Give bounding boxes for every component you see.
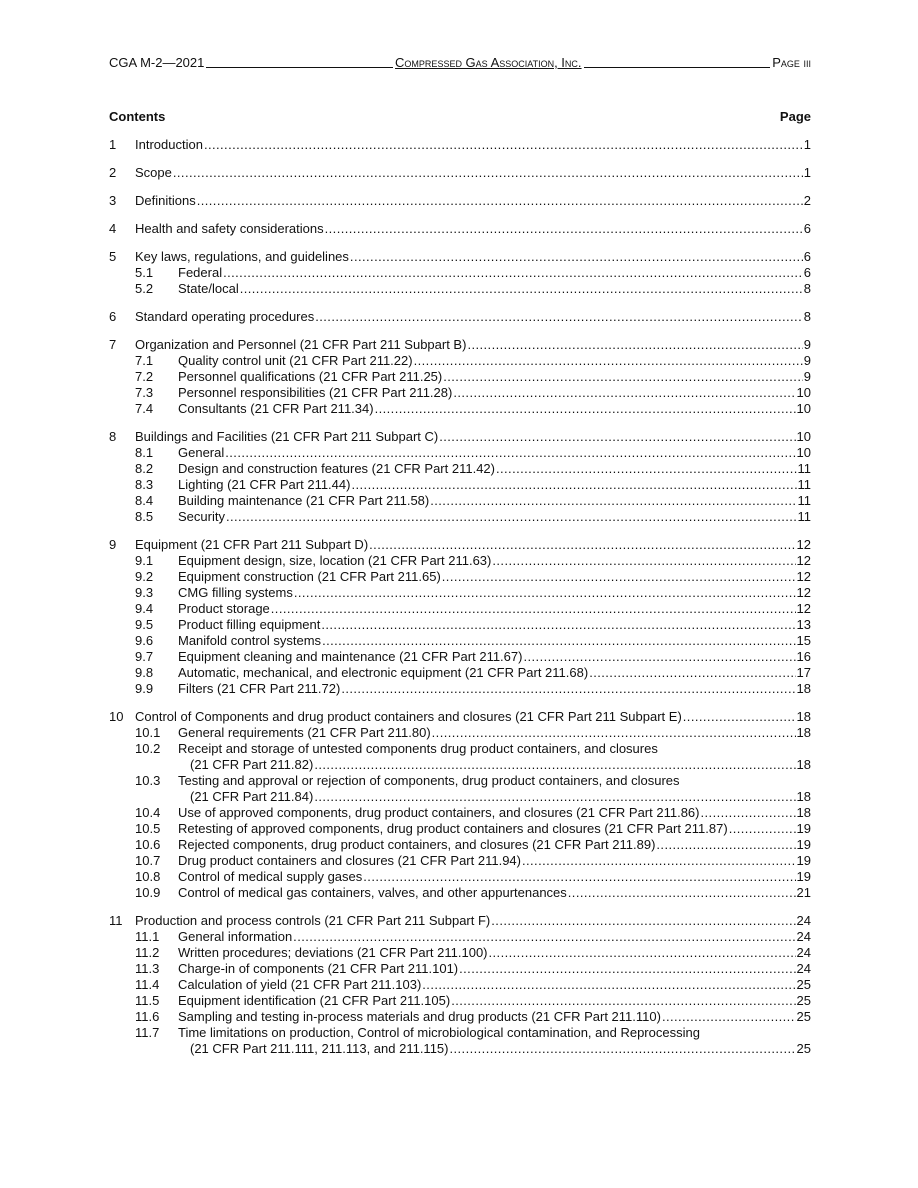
toc-subentry-link[interactable] (109, 665, 811, 681)
toc-entry-link[interactable] (109, 221, 811, 237)
toc-subentry-link[interactable] (109, 493, 811, 509)
subsection-title: Filters (21 CFR Part 211.72) (178, 681, 341, 696)
subsection-number: 11.3 (135, 961, 160, 976)
subsection-page: 13 (796, 617, 811, 632)
subsection-title: General requirements (21 CFR Part 211.80) (178, 725, 431, 740)
subsection-number: 8.2 (135, 461, 154, 476)
dot-leader (293, 929, 795, 945)
section-number: 10 (109, 709, 124, 724)
subsection-page: 19 (796, 853, 811, 868)
section-page: 1 (803, 165, 811, 180)
subsection-title: Product storage (178, 601, 270, 616)
toc-subentry-link[interactable] (109, 977, 811, 993)
toc-heading: Contents (109, 109, 166, 124)
dot-leader (523, 649, 795, 665)
subsection-title: Federal (178, 265, 223, 280)
subsection-number: 9.8 (135, 665, 154, 680)
subsection-number: 11.7 (135, 1025, 160, 1040)
section-page: 12 (796, 537, 811, 552)
toc-subentry-link[interactable] (109, 853, 811, 869)
toc-subentry-link[interactable] (109, 649, 811, 665)
subsection-page: 25 (796, 1009, 811, 1024)
toc-subentry-continuation[interactable] (109, 1041, 811, 1057)
subsection-number: 10.6 (135, 837, 161, 852)
toc-entry-link[interactable] (109, 165, 811, 181)
toc-subentry-link[interactable] (109, 569, 811, 585)
toc-subentry-link[interactable] (109, 885, 811, 901)
subsection-title: Consultants (21 CFR Part 211.34) (178, 401, 374, 416)
dot-leader (369, 537, 795, 553)
toc-subentry-link[interactable] (109, 993, 811, 1009)
subsection-page: 19 (796, 837, 811, 852)
dot-leader (223, 265, 803, 281)
dot-leader (568, 885, 796, 901)
section-page: 6 (803, 249, 811, 264)
section-page: 8 (803, 309, 811, 324)
toc-subentry-link[interactable] (109, 445, 811, 461)
subsection-page: 18 (796, 725, 811, 740)
toc-subentry-link[interactable] (109, 461, 811, 477)
dot-leader (443, 369, 803, 385)
dot-leader (414, 353, 803, 369)
subsection-number: 5.2 (135, 281, 154, 296)
table-of-contents (109, 109, 811, 1069)
subsection-page: 10 (796, 445, 811, 460)
subsection-title: Sampling and testing in-process materials and drug products (21 CFR Part 211.110) (178, 1009, 661, 1024)
toc-subentry-link[interactable] (109, 477, 811, 493)
toc-section-11 (109, 913, 811, 1057)
subsection-title-continued: (21 CFR Part 211.111, 211.113, and 211.115) (190, 1041, 449, 1056)
dot-leader (314, 757, 795, 773)
section-page: 18 (796, 709, 811, 724)
toc-subentry-link[interactable] (109, 821, 811, 837)
dot-leader (430, 493, 796, 509)
subsection-number: 10.4 (135, 805, 161, 820)
subsection-number: 8.1 (135, 445, 154, 460)
toc-subentry-link[interactable] (109, 617, 811, 633)
subsection-title: Retesting of approved components, drug product containers and closures (21 CFR Part 211.87) (178, 821, 728, 836)
section-number: 8 (109, 429, 117, 444)
subsection-title: Equipment cleaning and maintenance (21 CFR Part 211.67) (178, 649, 523, 664)
toc-subentry-link[interactable] (109, 585, 811, 601)
publisher-name: Compressed Gas Association, Inc. (395, 55, 582, 70)
subsection-number: 7.3 (135, 385, 154, 400)
dot-leader (294, 585, 796, 601)
dot-leader (522, 853, 796, 869)
dot-leader (459, 961, 795, 977)
section-number: 7 (109, 337, 117, 352)
section-page: 6 (803, 221, 811, 236)
dot-leader (432, 725, 796, 741)
section-page: 2 (803, 193, 811, 208)
subsection-page: 21 (796, 885, 811, 900)
subsection-title: Charge-in of components (21 CFR Part 211.101) (178, 961, 459, 976)
subsection-page: 18 (796, 805, 811, 820)
subsection-number: 7.4 (135, 401, 154, 416)
dot-leader (315, 309, 803, 325)
toc-section-8 (109, 429, 811, 525)
dot-leader (271, 601, 796, 617)
page-header (109, 55, 811, 70)
subsection-page: 25 (796, 977, 811, 992)
subsection-title: Quality control unit (21 CFR Part 211.22) (178, 353, 413, 368)
section-title: Buildings and Facilities (21 CFR Part 211 Subpart C) (135, 429, 439, 444)
subsection-title: Equipment identification (21 CFR Part 211.105) (178, 993, 451, 1008)
subsection-title: Product filling equipment (178, 617, 321, 632)
section-page: 1 (803, 137, 811, 152)
toc-section-7 (109, 337, 811, 417)
section-title: Control of Components and drug product containers and closures (21 CFR Part 211 Subpart E) (135, 709, 682, 724)
dot-leader (449, 1041, 795, 1057)
subsection-page: 24 (796, 929, 811, 944)
toc-section-1 (109, 137, 811, 153)
dot-leader (325, 221, 803, 237)
toc-subentry-link[interactable] (109, 681, 811, 697)
subsection-number: 11.5 (135, 993, 160, 1008)
dot-leader (451, 993, 795, 1009)
dot-leader (701, 805, 796, 821)
dot-leader (489, 945, 796, 961)
subsection-title: Drug product containers and closures (21 CFR Part 211.94) (178, 853, 521, 868)
dot-leader (375, 401, 796, 417)
dot-leader (197, 193, 803, 209)
subsection-title: Manifold control systems (178, 633, 322, 648)
section-title: Scope (135, 165, 172, 180)
toc-subentry-link[interactable] (109, 281, 811, 297)
subsection-number: 10.1 (135, 725, 161, 740)
subsection-number: 9.3 (135, 585, 154, 600)
dot-leader (491, 913, 795, 929)
dot-leader (240, 281, 803, 297)
toc-subentry-link[interactable] (109, 741, 811, 757)
subsection-title: General (178, 445, 225, 460)
subsection-page: 11 (797, 509, 811, 524)
dot-leader (467, 337, 802, 353)
section-title: Production and process controls (21 CFR Part 211 Subpart F) (135, 913, 491, 928)
section-number: 4 (109, 221, 117, 236)
toc-section-3 (109, 193, 811, 209)
subsection-number: 5.1 (135, 265, 154, 280)
subsection-number: 9.1 (135, 553, 154, 568)
subsection-page: 11 (797, 477, 811, 492)
toc-entry-link[interactable] (109, 337, 811, 353)
subsection-title: Automatic, mechanical, and electronic equipment (21 CFR Part 211.68) (178, 665, 589, 680)
subsection-number: 11.1 (135, 929, 160, 944)
toc-entry-link[interactable] (109, 193, 811, 209)
subsection-page: 10 (796, 385, 811, 400)
dot-leader (322, 633, 795, 649)
subsection-page: 18 (796, 789, 811, 804)
toc-section-2 (109, 165, 811, 181)
subsection-number: 9.5 (135, 617, 154, 632)
subsection-number: 8.5 (135, 509, 154, 524)
dot-leader (321, 617, 795, 633)
toc-subentry-link[interactable] (109, 961, 811, 977)
subsection-page: 16 (796, 649, 811, 664)
toc-subentry-link[interactable] (109, 773, 811, 789)
dot-leader (492, 553, 795, 569)
subsection-title: General information (178, 929, 293, 944)
toc-section-5 (109, 249, 811, 297)
header-rule-right (584, 66, 771, 68)
subsection-page: 12 (796, 569, 811, 584)
section-title: Introduction (135, 137, 203, 152)
toc-section-6 (109, 309, 811, 325)
toc-subentry-link[interactable] (109, 805, 811, 821)
toc-entry-link[interactable] (109, 709, 811, 725)
subsection-title: Rejected components, drug product containers, and closures (21 CFR Part 211.89) (178, 837, 656, 852)
subsection-number: 9.9 (135, 681, 154, 696)
dot-leader (442, 569, 796, 585)
subsection-page: 24 (796, 945, 811, 960)
toc-section-4 (109, 221, 811, 237)
section-number: 3 (109, 193, 117, 208)
subsection-title: Equipment construction (21 CFR Part 211.65) (178, 569, 441, 584)
dot-leader (422, 977, 795, 993)
toc-subentry-link[interactable] (109, 837, 811, 853)
toc-subentry-continuation[interactable] (109, 757, 811, 773)
subsection-number: 11.4 (135, 977, 160, 992)
subsection-title: Design and construction features (21 CFR Part 211.42) (178, 461, 495, 476)
toc-subentry-link[interactable] (109, 945, 811, 961)
subsection-title: Control of medical supply gases (178, 869, 363, 884)
dot-leader (496, 461, 797, 477)
section-title: Key laws, regulations, and guidelines (135, 249, 349, 264)
toc-entry-link[interactable] (109, 429, 811, 445)
toc-subentry-link[interactable] (109, 929, 811, 945)
subsection-number: 9.7 (135, 649, 154, 664)
subsection-page: 8 (803, 281, 811, 296)
toc-subentry-link[interactable] (109, 725, 811, 741)
toc-section-9 (109, 537, 811, 697)
toc-entry-link[interactable] (109, 137, 811, 153)
dot-leader (656, 837, 795, 853)
subsection-page: 17 (796, 665, 811, 680)
page-number: Page iii (772, 55, 811, 70)
subsection-title: Calculation of yield (21 CFR Part 211.103) (178, 977, 422, 992)
subsection-title: Time limitations on production, Control of microbiological contamination, and Reprocessing (178, 1025, 700, 1040)
toc-subentry-link[interactable] (109, 1009, 811, 1025)
toc-body (109, 137, 811, 1057)
section-title: Health and safety considerations (135, 221, 324, 236)
dot-leader (363, 869, 795, 885)
section-title: Definitions (135, 193, 196, 208)
dot-leader (226, 509, 797, 525)
dot-leader (683, 709, 796, 725)
subsection-page: 9 (803, 353, 811, 368)
subsection-page: 11 (797, 493, 811, 508)
toc-subentry-link[interactable] (109, 509, 811, 525)
toc-subentry-link[interactable] (109, 265, 811, 281)
subsection-number: 7.2 (135, 369, 154, 384)
section-number: 6 (109, 309, 117, 324)
dot-leader (729, 821, 796, 837)
toc-subentry-link[interactable] (109, 401, 811, 417)
subsection-title-continued: (21 CFR Part 211.84) (190, 789, 314, 804)
subsection-number: 8.3 (135, 477, 154, 492)
subsection-number: 10.8 (135, 869, 161, 884)
toc-subentry-link[interactable] (109, 385, 811, 401)
subsection-title: State/local (178, 281, 239, 296)
toc-entry-link[interactable] (109, 537, 811, 553)
toc-entry-link[interactable] (109, 309, 811, 325)
dot-leader (662, 1009, 796, 1025)
dot-leader (225, 445, 795, 461)
subsection-number: 10.5 (135, 821, 161, 836)
header-rule-left (206, 66, 393, 68)
subsection-title: Receipt and storage of untested components drug product containers, and closures (178, 741, 658, 756)
subsection-title: Personnel qualifications (21 CFR Part 211.25) (178, 369, 443, 384)
subsection-title-continued: (21 CFR Part 211.82) (190, 757, 314, 772)
subsection-number: 9.6 (135, 633, 154, 648)
subsection-page: 12 (796, 601, 811, 616)
subsection-number: 10.2 (135, 741, 161, 756)
subsection-number: 7.1 (135, 353, 154, 368)
subsection-title: CMG filling systems (178, 585, 293, 600)
section-number: 1 (109, 137, 117, 152)
subsection-page: 11 (797, 461, 811, 476)
subsection-page: 24 (796, 961, 811, 976)
subsection-page: 15 (796, 633, 811, 648)
section-title: Standard operating procedures (135, 309, 315, 324)
subsection-title: Equipment design, size, location (21 CFR Part 211.63) (178, 553, 492, 568)
subsection-number: 10.9 (135, 885, 161, 900)
subsection-title: Testing and approval or rejection of components, drug product containers, and closures (178, 773, 680, 788)
section-page: 24 (796, 913, 811, 928)
subsection-page: 19 (796, 869, 811, 884)
dot-leader (589, 665, 795, 681)
dot-leader (351, 477, 796, 493)
toc-subentry-link[interactable] (109, 601, 811, 617)
dot-leader (314, 789, 795, 805)
subsection-page: 10 (796, 401, 811, 416)
subsection-number: 9.2 (135, 569, 154, 584)
dot-leader (350, 249, 803, 265)
subsection-title: Personnel responsibilities (21 CFR Part 211.28) (178, 385, 453, 400)
subsection-page: 25 (796, 1041, 811, 1056)
toc-subentry-link[interactable] (109, 869, 811, 885)
subsection-page: 6 (803, 265, 811, 280)
section-page: 10 (796, 429, 811, 444)
section-number: 11 (109, 913, 123, 928)
section-page: 9 (803, 337, 811, 352)
dot-leader (453, 385, 795, 401)
toc-entry-link[interactable] (109, 249, 811, 265)
section-number: 2 (109, 165, 117, 180)
toc-section-10 (109, 709, 811, 901)
toc-subentry-link[interactable] (109, 1025, 811, 1041)
toc-page-heading: Page (779, 109, 811, 124)
document-id: CGA M-2—2021 (109, 55, 205, 70)
toc-subentry-link[interactable] (109, 633, 811, 649)
subsection-title: Use of approved components, drug product containers, and closures (21 CFR Part 211.86) (178, 805, 700, 820)
subsection-number: 10.7 (135, 853, 161, 868)
toc-subentry-link[interactable] (109, 553, 811, 569)
subsection-number: 11.2 (135, 945, 160, 960)
subsection-title: Written procedures; deviations (21 CFR Part 211.100) (178, 945, 488, 960)
subsection-page: 9 (803, 369, 811, 384)
section-number: 5 (109, 249, 117, 264)
section-title: Organization and Personnel (21 CFR Part 211 Subpart B) (135, 337, 467, 352)
subsection-number: 9.4 (135, 601, 154, 616)
dot-leader (439, 429, 795, 445)
subsection-page: 12 (796, 553, 811, 568)
toc-heading-row (109, 109, 811, 125)
subsection-page: 25 (796, 993, 811, 1008)
dot-leader (341, 681, 795, 697)
subsection-page: 18 (796, 681, 811, 696)
subsection-title: Security (178, 509, 225, 524)
dot-leader (173, 165, 803, 181)
section-number: 9 (109, 537, 117, 552)
subsection-number: 8.4 (135, 493, 154, 508)
toc-subentry-link[interactable] (109, 369, 811, 385)
section-title: Equipment (21 CFR Part 211 Subpart D) (135, 537, 369, 552)
subsection-page: 19 (796, 821, 811, 836)
subsection-page: 12 (796, 585, 811, 600)
subsection-page: 18 (796, 757, 811, 772)
subsection-number: 10.3 (135, 773, 161, 788)
dot-leader (204, 137, 803, 153)
subsection-title: Building maintenance (21 CFR Part 211.58) (178, 493, 430, 508)
subsection-title: Control of medical gas containers, valves, and other appurtenances (178, 885, 567, 900)
toc-entry-link[interactable] (109, 913, 811, 929)
subsection-title: Lighting (21 CFR Part 211.44) (178, 477, 351, 492)
subsection-number: 11.6 (135, 1009, 160, 1024)
toc-subentry-link[interactable] (109, 353, 811, 369)
toc-subentry-continuation[interactable] (109, 789, 811, 805)
